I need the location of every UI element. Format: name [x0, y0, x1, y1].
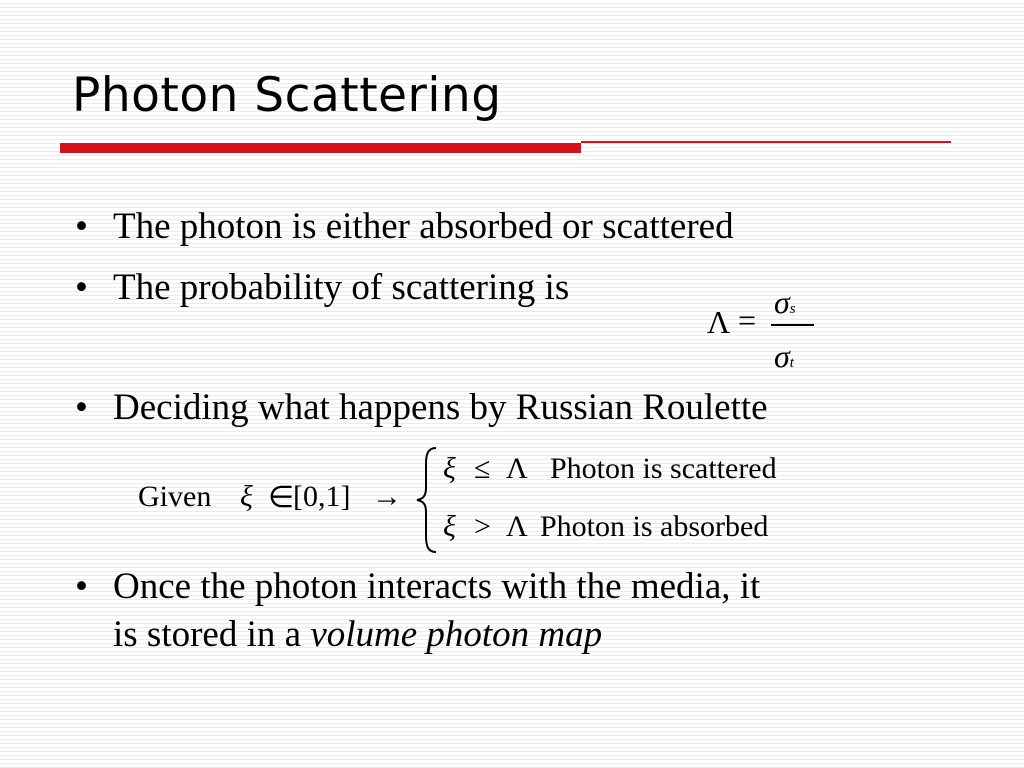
slide-title: Photon Scattering	[72, 68, 502, 123]
title-underline-thick	[60, 143, 581, 153]
title-underline-thin	[581, 141, 951, 143]
case2-lambda: Λ	[506, 510, 528, 543]
equation-numerator	[774, 284, 796, 321]
equation-arrow: →	[372, 480, 402, 513]
equation-xi: ξ	[240, 480, 253, 513]
equation-denominator	[774, 338, 794, 375]
bullet-marker: •	[75, 267, 88, 308]
sigma-symbol: σ	[774, 338, 790, 374]
equation-element-of: ∈	[268, 481, 295, 514]
left-brace-icon	[414, 446, 440, 554]
bullet-item-2	[75, 264, 569, 312]
case2-relation: >	[474, 510, 491, 543]
equation-interval: [0,1]	[293, 480, 351, 513]
case1-xi: ξ	[443, 452, 456, 485]
case1-relation: ≤	[474, 452, 491, 485]
bullet-item-3	[75, 384, 768, 432]
case1-text: Photon is scattered	[550, 452, 777, 485]
bullet-text: The photon is either absorbed or scattered	[113, 206, 734, 247]
subscript-t: t	[789, 355, 794, 371]
case1-lambda: Λ	[506, 452, 528, 485]
bullet-text: The probability of scattering is	[113, 267, 570, 308]
bullet-marker: •	[75, 566, 88, 607]
bullet-text-italic: volume photon map	[310, 614, 603, 655]
bullet-marker: •	[75, 387, 88, 428]
equation-lambda: Λ	[707, 304, 731, 340]
sigma-symbol: σ	[774, 284, 790, 320]
subscript-s: s	[789, 301, 796, 317]
case2-text: Photon is absorbed	[540, 510, 769, 543]
equation-equals: =	[738, 302, 757, 338]
bullet-item-1	[75, 203, 734, 251]
bullet-item-4	[75, 563, 760, 659]
bullet-text-prefix: is stored in a	[113, 614, 311, 655]
fraction-bar	[771, 324, 814, 326]
bullet-text: Deciding what happens by Russian Roulette	[113, 387, 768, 428]
case2-xi: ξ	[443, 510, 456, 543]
bullet-text-line-1: Once the photon interacts with the media, it	[113, 566, 761, 607]
bullet-text-line-2	[75, 611, 760, 659]
bullet-marker: •	[75, 206, 88, 247]
equation-given: Given	[138, 480, 212, 513]
